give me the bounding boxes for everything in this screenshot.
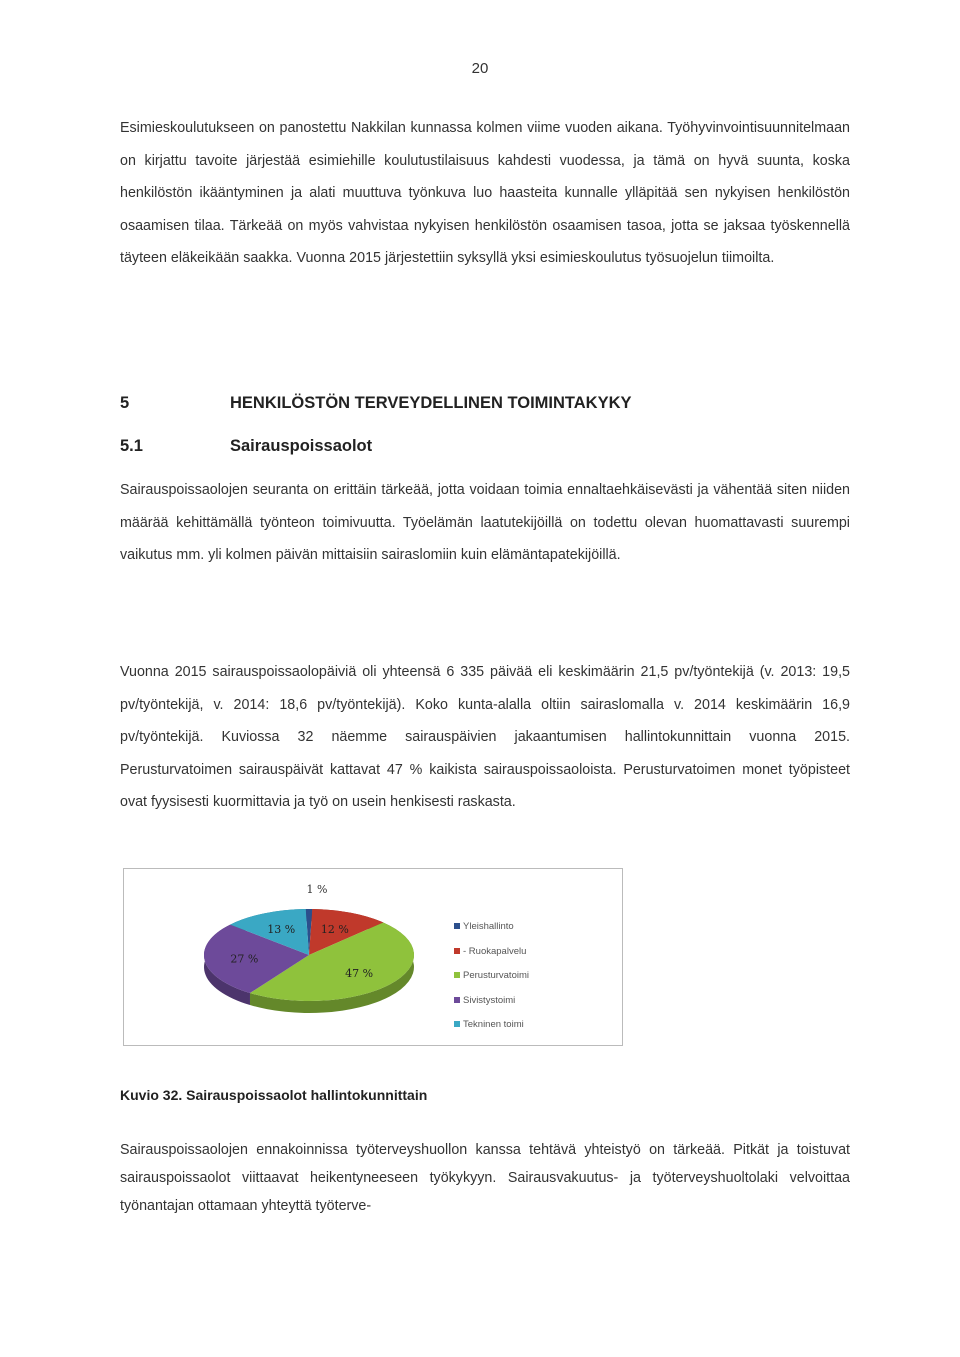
legend-label: Yleishallinto bbox=[463, 921, 514, 932]
section-heading-5 bbox=[120, 394, 632, 413]
pie-label-1: 12 % bbox=[320, 922, 349, 936]
paragraph-ennakointi: Sairauspoissaolojen ennakoinnissa työterveyshuollon kanssa tehtävä yhteistyö on tärkeää. Pitkät ja toistuvat sairauspoissaolot viittaavat heikentyneeseen työkykyyn. Sairausvakuutus- ja työterveyshuoltolaki velvoittaa työnantajan ottamaan yhteyttä työterve- bbox=[120, 1142, 850, 1214]
legend-item bbox=[454, 1013, 529, 1038]
paragraph-esimieskoulutus: Esimieskoulutukseen on panostettu Nakkilan kunnassa kolmen viime vuoden aikana. Työhyvinvointisuunnitelmaan on kirjattu tavoite järjestää esimiehille koulutustilaisuus kahdesti vuodessa, ja tämä on hyvä suunta, koska henkilöstön ikääntyminen ja alati muuttuva työnkuva luo haasteita kunnalle ylläpitää sen nykyisen henkilöstön osaamisen tilaa. Tärkeää on myös vahvistaa nykyisen henkilöstön osaamisen tasoa, jotta se jaksaa työskennellä täyteen eläkeikään saakka. Vuonna 2015 järjestettiin syksyllä yksi esimieskoulutus työsuojelun tiimoilta. bbox=[120, 120, 850, 267]
paragraph-seuranta: Sairauspoissaolojen seuranta on erittäin tärkeää, jotta voidaan toimia ennaltaehkäisevästi ja vähentää siten niiden määrää kehittämällä työnteon toimivuutta. Työelämän laatutekijöillä on todettu olevan huomattavasti suurempi vaikutus mm. yli kolmen päivän mittaisiin sairaslomiin kuin elämäntapatekijöillä. bbox=[120, 482, 850, 564]
chart-legend bbox=[454, 915, 529, 1038]
subsection-title: Sairauspoissaolot bbox=[230, 437, 373, 455]
pie-chart bbox=[123, 868, 623, 1046]
legend-item bbox=[454, 915, 529, 940]
pie-chart-svg bbox=[124, 869, 622, 1045]
pie-label-2: 47 % bbox=[345, 967, 374, 981]
legend-label: Tekninen toimi bbox=[463, 1019, 524, 1030]
pie-label-0: 1 % bbox=[306, 883, 328, 896]
legend-swatch bbox=[454, 1021, 460, 1027]
legend-swatch bbox=[454, 972, 460, 978]
legend-item bbox=[454, 989, 529, 1014]
legend-swatch bbox=[454, 923, 460, 929]
legend-item bbox=[454, 964, 529, 989]
figure-caption: Kuvio 32. Sairauspoissaolot hallintokunnittain bbox=[120, 1087, 428, 1103]
subsection-heading-5-1 bbox=[120, 437, 372, 456]
subsection-number: 5.1 bbox=[120, 437, 143, 455]
legend-swatch bbox=[454, 997, 460, 1003]
section-number: 5 bbox=[120, 394, 130, 412]
legend-label: Perusturvatoimi bbox=[463, 970, 529, 981]
paragraph-sairauspaivat: Vuonna 2015 sairauspoissaolopäiviä oli yhteensä 6 335 päivää eli keskimäärin 21,5 pv/työntekijä (v. 2013: 19,5 pv/työntekijä, v. 2014: 18,6 pv/työntekijä). Koko kunta-alalla oltiin sairaslomalla v. 2014 keskimäärin 16,9 pv/työntekijä. Kuviossa 32 näemme sairauspäivien jakaantumisen hallintokunnittain vuonna 2015. Perusturvatoimen sairauspäivät kattavat 47 % kaikista sairauspoissaoloista. Perusturvatoimen monet työpisteet ovat fyysisesti kuormittavia ja työ on usein henkisesti raskasta. bbox=[120, 664, 850, 811]
legend-item bbox=[454, 940, 529, 965]
pie-label-4: 13 % bbox=[267, 923, 296, 937]
legend-label: Sivistystoimi bbox=[463, 994, 516, 1006]
section-title: HENKILÖSTÖN TERVEYDELLINEN TOIMINTAKYKY bbox=[230, 394, 632, 412]
legend-swatch bbox=[454, 948, 460, 954]
legend-label: - Ruokapalvelu bbox=[463, 945, 527, 957]
pie-label-3: 27 % bbox=[230, 952, 259, 966]
page-number: 20 bbox=[471, 60, 489, 77]
